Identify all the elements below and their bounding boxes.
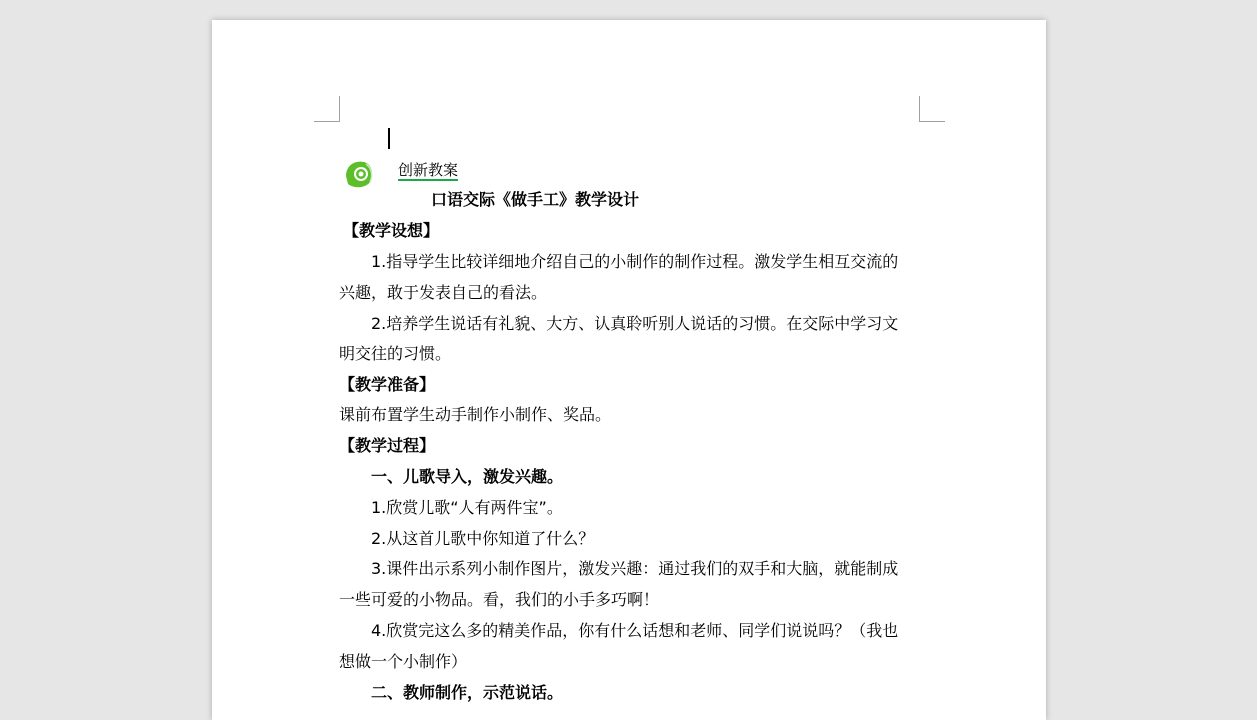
- header-brand: 创新教案: [398, 161, 459, 179]
- paragraph-line: 2.培养学生说话有礼貌、大方、认真聆听别人说话的习惯。在交际中学习文: [371, 314, 899, 333]
- paragraph-line: 课前布置学生动手制作小制作、奖品。: [339, 405, 612, 424]
- paragraph-line: 2.从这首儿歌中你知道了什么？: [371, 529, 595, 548]
- paragraph-line: 一些可爱的小物品。看，我们的小手多巧啊！: [339, 590, 660, 609]
- paragraph-line: 想做一个小制作）: [339, 652, 468, 671]
- text-cursor: [388, 128, 390, 149]
- document-page[interactable]: [212, 20, 1046, 720]
- crop-mark-left: [314, 96, 340, 122]
- leaf-logo-icon: [342, 156, 376, 190]
- paragraph-line: 4.欣赏完这么多的精美作品，你有什么话想和老师、同学们说说吗？（我也: [371, 621, 899, 640]
- document-title: 口语交际《做手工》教学设计: [431, 190, 640, 209]
- crop-mark-right: [919, 96, 945, 122]
- paragraph-line: 3.课件出示系列小制作图片，激发兴趣：通过我们的双手和大脑，就能制成: [371, 559, 899, 578]
- section-heading: 【教学过程】: [339, 436, 436, 455]
- paragraph-line: 兴趣，敢于发表自己的看法。: [339, 283, 548, 302]
- section-heading: 【教学设想】: [343, 221, 440, 240]
- section-heading: 二、教师制作，示范说话。: [371, 683, 564, 702]
- paragraph-line: 明交往的习惯。: [339, 344, 452, 363]
- section-heading: 【教学准备】: [339, 375, 436, 394]
- section-heading: 一、儿歌导入，激发兴趣。: [371, 467, 564, 486]
- paragraph-line: 1.指导学生比较详细地介绍自己的小制作的制作过程。激发学生相互交流的: [371, 252, 899, 271]
- paragraph-line: 1.欣赏儿歌“人有两件宝”。: [371, 498, 563, 517]
